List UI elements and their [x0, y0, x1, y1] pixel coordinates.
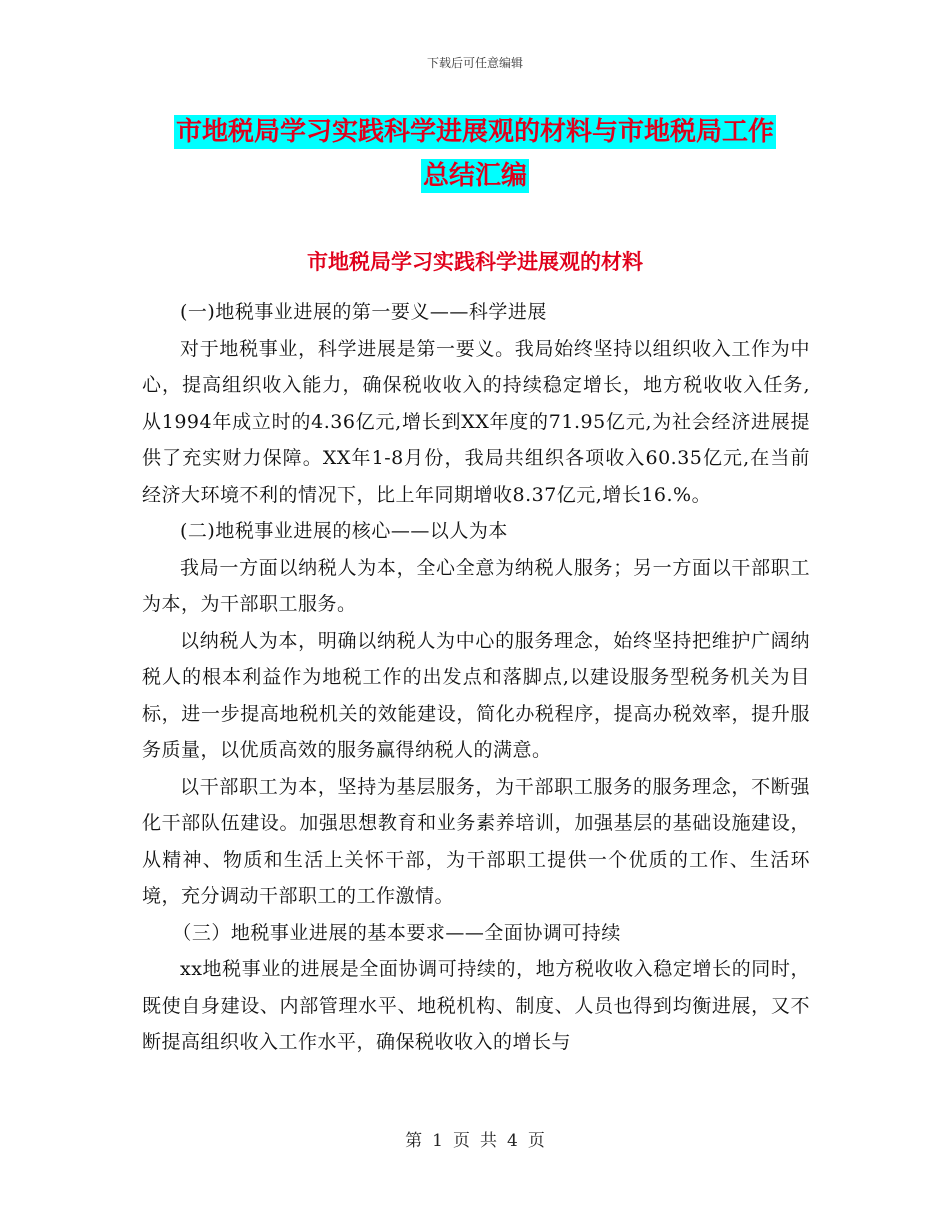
document-title-line-2: 总结汇编 [422, 161, 527, 191]
paragraph: 对于地税事业，科学进展是第一要义。我局始终坚持以组织收入工作为中心，提高组织收入能力，确保税收收入的持续稳定增长，地方税收收入任务,从1994年成立时的4.36亿元,增长到XX年度的71.95亿元,为社会经济进展提供了充实财力保障。XX年1-8月份，我局共组织各项收入60.35亿元,在当前经济大环境不利的情况下，比上年同期增收8.37亿元,增长16.%。 [142, 337, 810, 506]
total-pages: 4 [507, 1131, 518, 1151]
paragraph: 以干部职工为本，坚持为基层服务，为干部职工服务的服务理念，不断强化干部队伍建设。加强思想教育和业务素养培训，加强基层的基础设施建设，从精神、物质和生活上关怀干部，为干部职工提供一个优质的工作、生活环境，充分调动干部职工的工作激情。 [142, 775, 810, 907]
section-heading-3: （三）地税事业进展的基本要求——全面协调可持续 [172, 921, 621, 944]
footer-page-label: 页 [453, 1131, 470, 1151]
document-body [142, 294, 810, 1061]
paragraph: xx地税事业的进展是全面协调可持续的，地方税收收入稳定增长的同时，既使自身建设、内部管理水平、地税机构、制度、人员也得到均衡进展，又不断提高组织收入工作水平，确保税收收入的增长与 [142, 958, 810, 1053]
footer-suffix: 页 [527, 1131, 545, 1151]
document-title-line-1: 市地税局学习实践科学进展观的材料与市地税局工作 [175, 117, 774, 147]
section-heading-2: (二)地税事业进展的核心——以人为本 [180, 520, 508, 542]
section-title: 市地税局学习实践科学进展观的材料 [307, 250, 643, 274]
page-header-note: 下载后可任意编辑 [426, 56, 523, 70]
section-heading-1: (一)地税事业进展的第一要义——科学进展 [180, 301, 547, 323]
paragraph: 我局一方面以纳税人为本，全心全意为纳税人服务；另一方面以干部职工为本，为干部职工服务。 [142, 556, 810, 615]
footer-prefix: 第 [405, 1131, 423, 1151]
document-title [140, 110, 810, 198]
footer-total-label: 共 [480, 1131, 497, 1151]
paragraph: 以纳税人为本，明确以纳税人为中心的服务理念，始终坚持把维护广阔纳税人的根本利益作为地税工作的出发点和落脚点,以建设服务型税务机关为目标，进一步提高地税机关的效能建设，简化办税程序，提高办税效率，提升服务质量，以优质高效的服务赢得纳税人的满意。 [142, 629, 810, 761]
page-number: 1 [432, 1131, 443, 1151]
page-footer [0, 1126, 950, 1151]
